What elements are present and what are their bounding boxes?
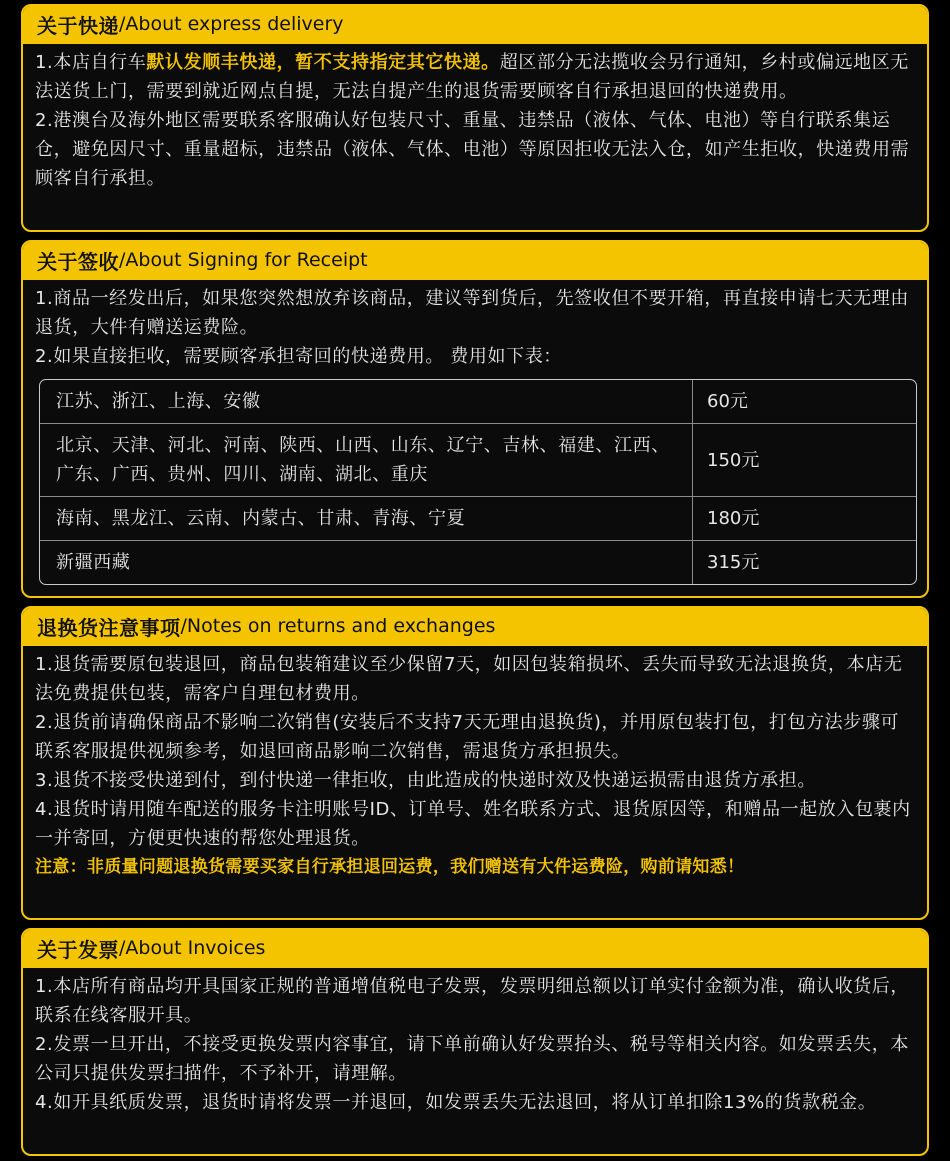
invoices-paragraph-2: 2.发票一旦开出，不接受更换发票内容事宜，请下单前确认好发票抬头、税号等相关内容。如发票丢失，本公司只提供发票扫描件，不予补开，请理解。 bbox=[35, 1034, 909, 1084]
fee-region: 新疆西藏 bbox=[40, 541, 693, 584]
fee-price: 60元 bbox=[707, 391, 748, 412]
fee-row bbox=[40, 424, 916, 497]
returns-note: 注意：非质量问题退换货需要买家自行承担退回运费，我们赠送有大件运费险，购前请知悉！ bbox=[35, 857, 745, 877]
returns-section bbox=[21, 606, 929, 920]
receipt-body bbox=[23, 280, 927, 585]
express-section bbox=[21, 4, 929, 232]
express-body bbox=[23, 44, 927, 193]
express-paragraph-2: 2.港澳台及海外地区需要联系客服确认好包装尺寸、重量、违禁品（液体、气体、电池）等自行联系集运仓，避免因尺寸、重量超标，违禁品（液体、气体、电池）等原因拒收无法入仓，如产生拒收，快递费用需顾客自行承担。 bbox=[35, 110, 910, 189]
returns-body bbox=[23, 646, 927, 882]
invoices-paragraph-1: 1.本店所有商品均开具国家正规的普通增值税电子发票，发票明细总额以订单实付金额为准，确认收货后，联系在线客服开具。 bbox=[35, 976, 909, 1026]
invoices-body bbox=[23, 968, 927, 1117]
invoices-title-en: /About Invoices bbox=[119, 937, 266, 959]
invoices-title-cn: 关于发票 bbox=[37, 937, 119, 962]
express-p1-pre: 1.本店自行车 bbox=[35, 52, 147, 73]
fee-region: 海南、黑龙江、云南、内蒙古、甘肃、青海、宁夏 bbox=[40, 497, 693, 540]
returns-title-en: /Notes on returns and exchanges bbox=[180, 615, 496, 637]
express-title-cn: 关于快递 bbox=[37, 13, 119, 38]
returns-title-cn: 退换货注意事项 bbox=[37, 615, 181, 640]
returns-paragraph-3: 3.退货不接受快递到付，到付快递一律拒收，由此造成的快递时效及快递运损需由退货方承担。 bbox=[35, 770, 816, 791]
invoices-section bbox=[21, 928, 929, 1156]
receipt-header bbox=[23, 242, 927, 280]
fee-price: 180元 bbox=[707, 508, 760, 529]
invoices-header bbox=[23, 930, 927, 968]
returns-paragraph-1: 1.退货需要原包装退回，商品包装箱建议至少保留7天，如因包装箱损坏、丢失而导致无法退换货，本店无法免费提供包装，需客户自理包材费用。 bbox=[35, 654, 903, 704]
receipt-title-en: /About Signing for Receipt bbox=[119, 249, 368, 271]
returns-paragraph-2: 2.退货前请确保商品不影响二次销售(安装后不支持7天无理由退换货)，并用原包装打包，打包方法步骤可联系客服提供视频参考，如退回商品影响二次销售，需退货方承担损失。 bbox=[35, 712, 900, 762]
fee-region: 江苏、浙江、上海、安徽 bbox=[40, 380, 693, 423]
returns-header bbox=[23, 608, 927, 646]
express-paragraph-1 bbox=[35, 48, 915, 106]
receipt-paragraph-2: 2.如果直接拒收，需要顾客承担寄回的快递费用。 费用如下表： bbox=[35, 346, 562, 367]
express-p1-highlight: 默认发顺丰快递，暂不支持指定其它快递。 bbox=[146, 52, 500, 73]
returns-paragraph-4: 4.退货时请用随车配送的服务卡注明账号ID、订单号、姓名联系方式、退货原因等，和赠品一起放入包裹内一并寄回，方便更快速的帮您处理退货。 bbox=[35, 799, 911, 849]
express-p1-post: 超区部分无法揽收会另行通知，乡村或偏远地区无法送货上门，需要到就近网点自提，无法自提产生的退货需要顾客自行承担退回的快递费用。 bbox=[35, 52, 909, 102]
fee-row bbox=[40, 541, 916, 584]
fee-row bbox=[40, 380, 916, 424]
fee-row bbox=[40, 497, 916, 541]
receipt-paragraph-1: 1.商品一经发出后，如果您突然想放弃该商品，建议等到货后，先签收但不要开箱，再直接申请七天无理由退货，大件有赠送运费险。 bbox=[35, 288, 909, 338]
fee-price: 315元 bbox=[707, 552, 760, 573]
receipt-section bbox=[21, 240, 929, 598]
fee-region: 北京、天津、河北、河南、陕西、山西、山东、辽宁、吉林、福建、江西、广东、广西、贵州、四川、湖南、湖北、重庆 bbox=[40, 424, 693, 496]
fee-table bbox=[39, 379, 917, 585]
invoices-paragraph-4: 4.如开具纸质发票，退货时请将发票一并退回，如发票丢失无法退回，将从订单扣除13%的货款税金。 bbox=[35, 1092, 877, 1113]
receipt-title-cn: 关于签收 bbox=[37, 249, 119, 274]
express-header bbox=[23, 6, 927, 44]
fee-price: 150元 bbox=[707, 449, 760, 471]
express-title-en: /About express delivery bbox=[119, 13, 344, 35]
